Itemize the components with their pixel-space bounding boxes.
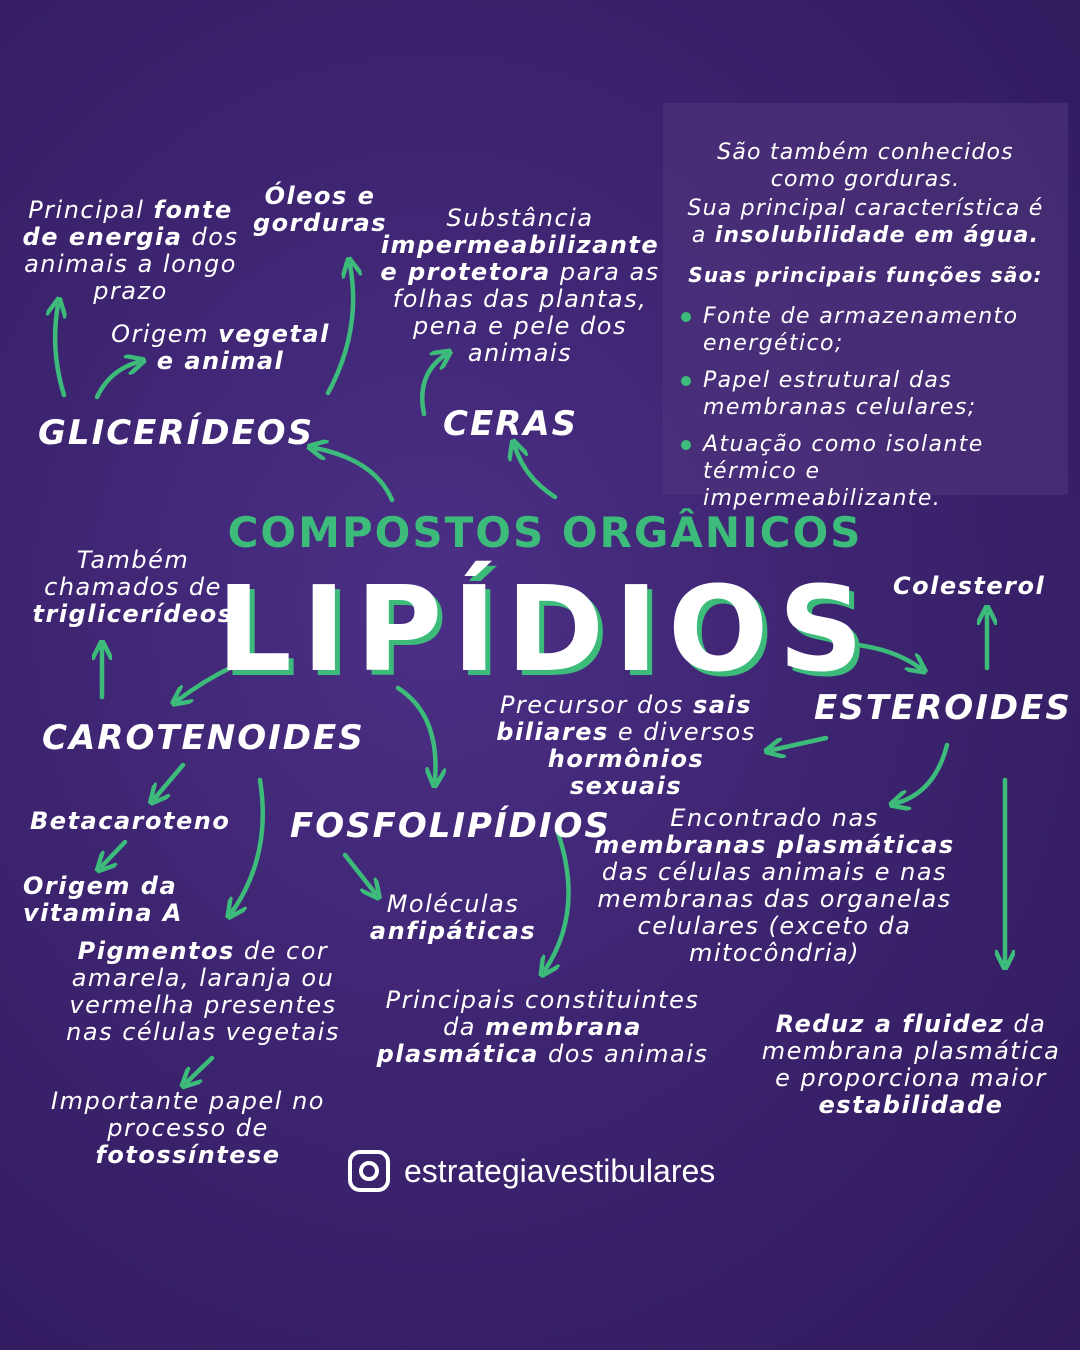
page-title: LIPÍDIOS [216, 560, 874, 698]
handle-text: estrategiavestibulares [404, 1152, 716, 1189]
arrow-pigments-to-photosynthesis [187, 1058, 212, 1082]
node-ceras: CERAS [443, 404, 579, 444]
carotenoides-photosynthesis: Importante papel no processo de fotossíntese [50, 1087, 325, 1169]
list-item: Fonte de armazenamento energético; [681, 303, 1066, 357]
node-esteroides: ESTEROIDES [814, 688, 1072, 728]
node-glicerideos: GLICERÍDEOS [38, 413, 315, 453]
fosfolipidios-molecules: Moléculas anfipáticas [369, 890, 537, 945]
node-fosfolipidios: FOSFOLIPÍDIOS [290, 806, 611, 846]
carotenoides-vitamin-a: Origem da vitamina A [23, 872, 183, 927]
node-carotenoides: CAROTENOIDES [42, 718, 365, 758]
arrow-fosfolipidios-to-molecules [345, 855, 375, 893]
esteroides-reduces-fluidity: Reduz a fluidez da membrana plasmática e proporciona maior estabilidade [761, 1010, 1061, 1119]
arrow-center-to-fosfolipidios [398, 688, 436, 780]
glicerideos-oils: Óleos e gorduras [252, 182, 388, 237]
arrow-glicerideos-to-energy [55, 305, 64, 395]
info-functions-title: Suas principais funções são: [688, 263, 1043, 287]
arrow-center-to-glicerideos [315, 448, 392, 500]
list-item: Atuação como isolante térmico e impermeabilizante. [681, 431, 1066, 512]
arrow-esteroides-to-precursor [772, 738, 826, 750]
arrow-esteroides-to-found [897, 745, 947, 803]
esteroides-precursor: Precursor dos sais biliares e diversos hormônios sexuais [496, 691, 756, 800]
esteroides-found-in: Encontrado nas membranas plasmáticas das células animais e nas membranas das organelas celulares (exceto da mitocôndria) [594, 804, 955, 967]
instagram-handle[interactable] [348, 1148, 715, 1194]
glicerideos-origin: Origem vegetal e animal [111, 320, 330, 375]
subtitle: COMPOSTOS ORGÂNICOS [227, 508, 863, 557]
fosfolipidios-constituents: Principais constituintes da membrana plasmática dos animais [376, 986, 709, 1068]
glicerideos-energy: Principal fonte de energia dos animais a longo prazo [22, 196, 239, 305]
info-functions-list [681, 303, 1066, 522]
info-known-as: São também conhecidos como gorduras. [717, 140, 1014, 192]
arrow-carotenoides-to-pigments [232, 780, 263, 912]
carotenoides-betacaroteno: Betacaroteno [30, 807, 231, 835]
esteroides-colesterol: Colesterol [893, 572, 1046, 600]
arrow-fosfolipidios-to-constituents [545, 830, 569, 970]
arrow-carotenoides-to-betacaroteno [155, 765, 183, 798]
ceras-description: Substância impermeabilizante e protetora para as folhas das plantas, pena e pele dos animais [380, 204, 660, 367]
arrow-betacaroteno-to-vitamin [102, 842, 125, 866]
glicerideos-aka: Também chamados de triglicerídeos [32, 546, 234, 628]
arrow-center-to-ceras [515, 447, 555, 497]
instagram-icon [348, 1150, 390, 1192]
carotenoides-pigments: Pigmentos de cor amarela, laranja ou vermelha presentes nas células vegetais [66, 937, 340, 1046]
list-item: Papel estrutural das membranas celulares; [681, 367, 1066, 421]
info-main-characteristic: Sua principal característica é a insolubilidade em água. [687, 196, 1044, 248]
info-box [663, 103, 1068, 511]
